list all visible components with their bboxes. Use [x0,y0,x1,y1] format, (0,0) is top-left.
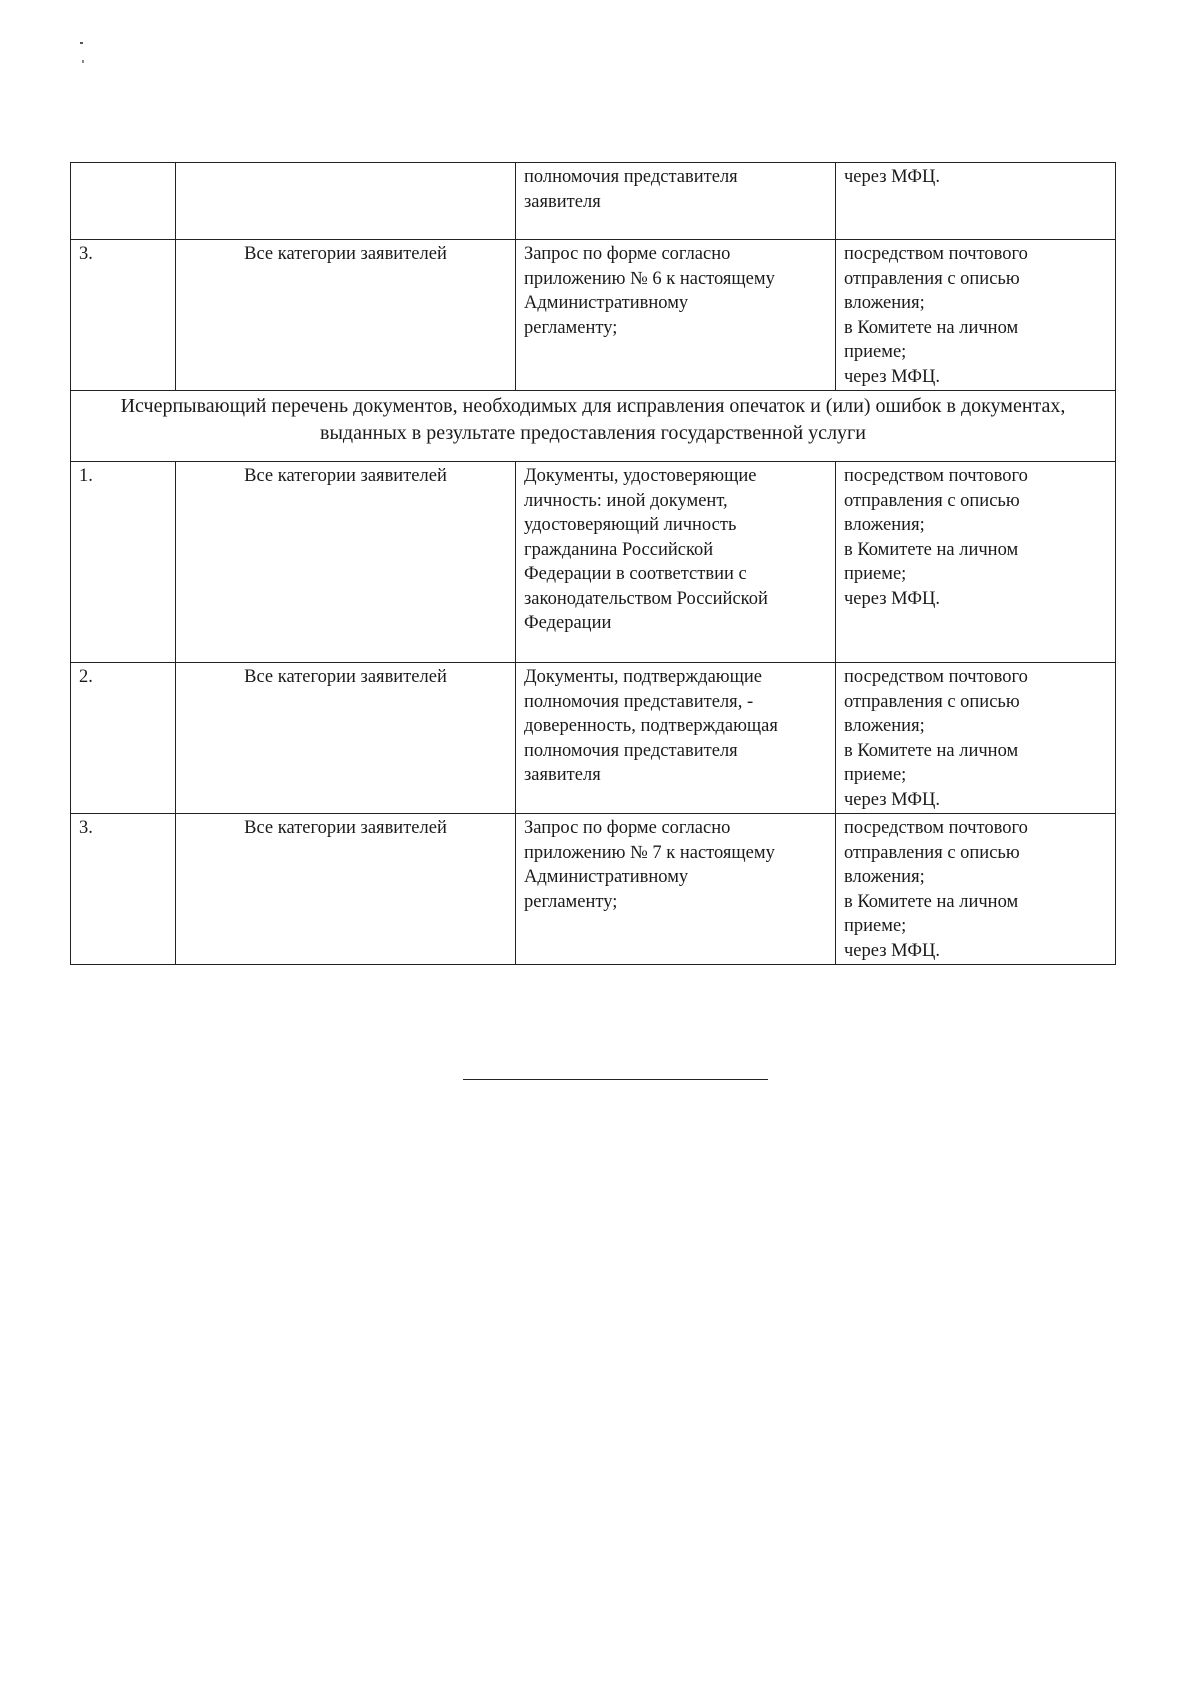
submission-method: посредством почтового отправления с описью вложения; в Комитете на личном приеме; через МФЦ. [836,814,1116,965]
row-number: 3. [71,814,176,965]
section-title: Исчерпывающий перечень документов, необходимых для исправления опечаток и (или) ошибок в документах, выданных в результате предоставления государственной услуги [71,391,1116,462]
document-description: Запрос по форме согласно приложению № 6 к настоящему Административному регламенту; [516,240,836,391]
applicant-category: Все категории заявителей [176,240,516,391]
document-description: Документы, подтверждающие полномочия представителя, - доверенность, подтверждающая полномочия представителя заявителя [516,663,836,814]
row-number: 2. [71,663,176,814]
document-description: полномочия представителя заявителя [516,163,836,240]
document-description: Запрос по форме согласно приложению № 7 к настоящему Административному регламенту; [516,814,836,965]
table-row [71,163,1116,240]
scan-mark [82,60,84,63]
row-number: 1. [71,462,176,663]
table-row [71,462,1116,663]
submission-method: посредством почтового отправления с описью вложения; в Комитете на личном приеме; через МФЦ. [836,462,1116,663]
section-row [71,391,1116,462]
submission-method: посредством почтового отправления с описью вложения; в Комитете на личном приеме; через МФЦ. [836,663,1116,814]
applicant-category [176,163,516,240]
applicant-category: Все категории заявителей [176,814,516,965]
end-of-document-line [463,1079,768,1080]
submission-method: посредством почтового отправления с описью вложения; в Комитете на личном приеме; через МФЦ. [836,240,1116,391]
table-row [71,663,1116,814]
applicant-category: Все категории заявителей [176,462,516,663]
row-number: 3. [71,240,176,391]
submission-method: через МФЦ. [836,163,1116,240]
documents-table [70,162,1116,965]
scan-mark [80,42,83,44]
applicant-category: Все категории заявителей [176,663,516,814]
table-row [71,814,1116,965]
document-description: Документы, удостоверяющие личность: иной документ, удостоверяющий личность гражданина Российской Федерации в соответствии с законодательством Российской Федерации [516,462,836,663]
row-number [71,163,176,240]
table-row [71,240,1116,391]
